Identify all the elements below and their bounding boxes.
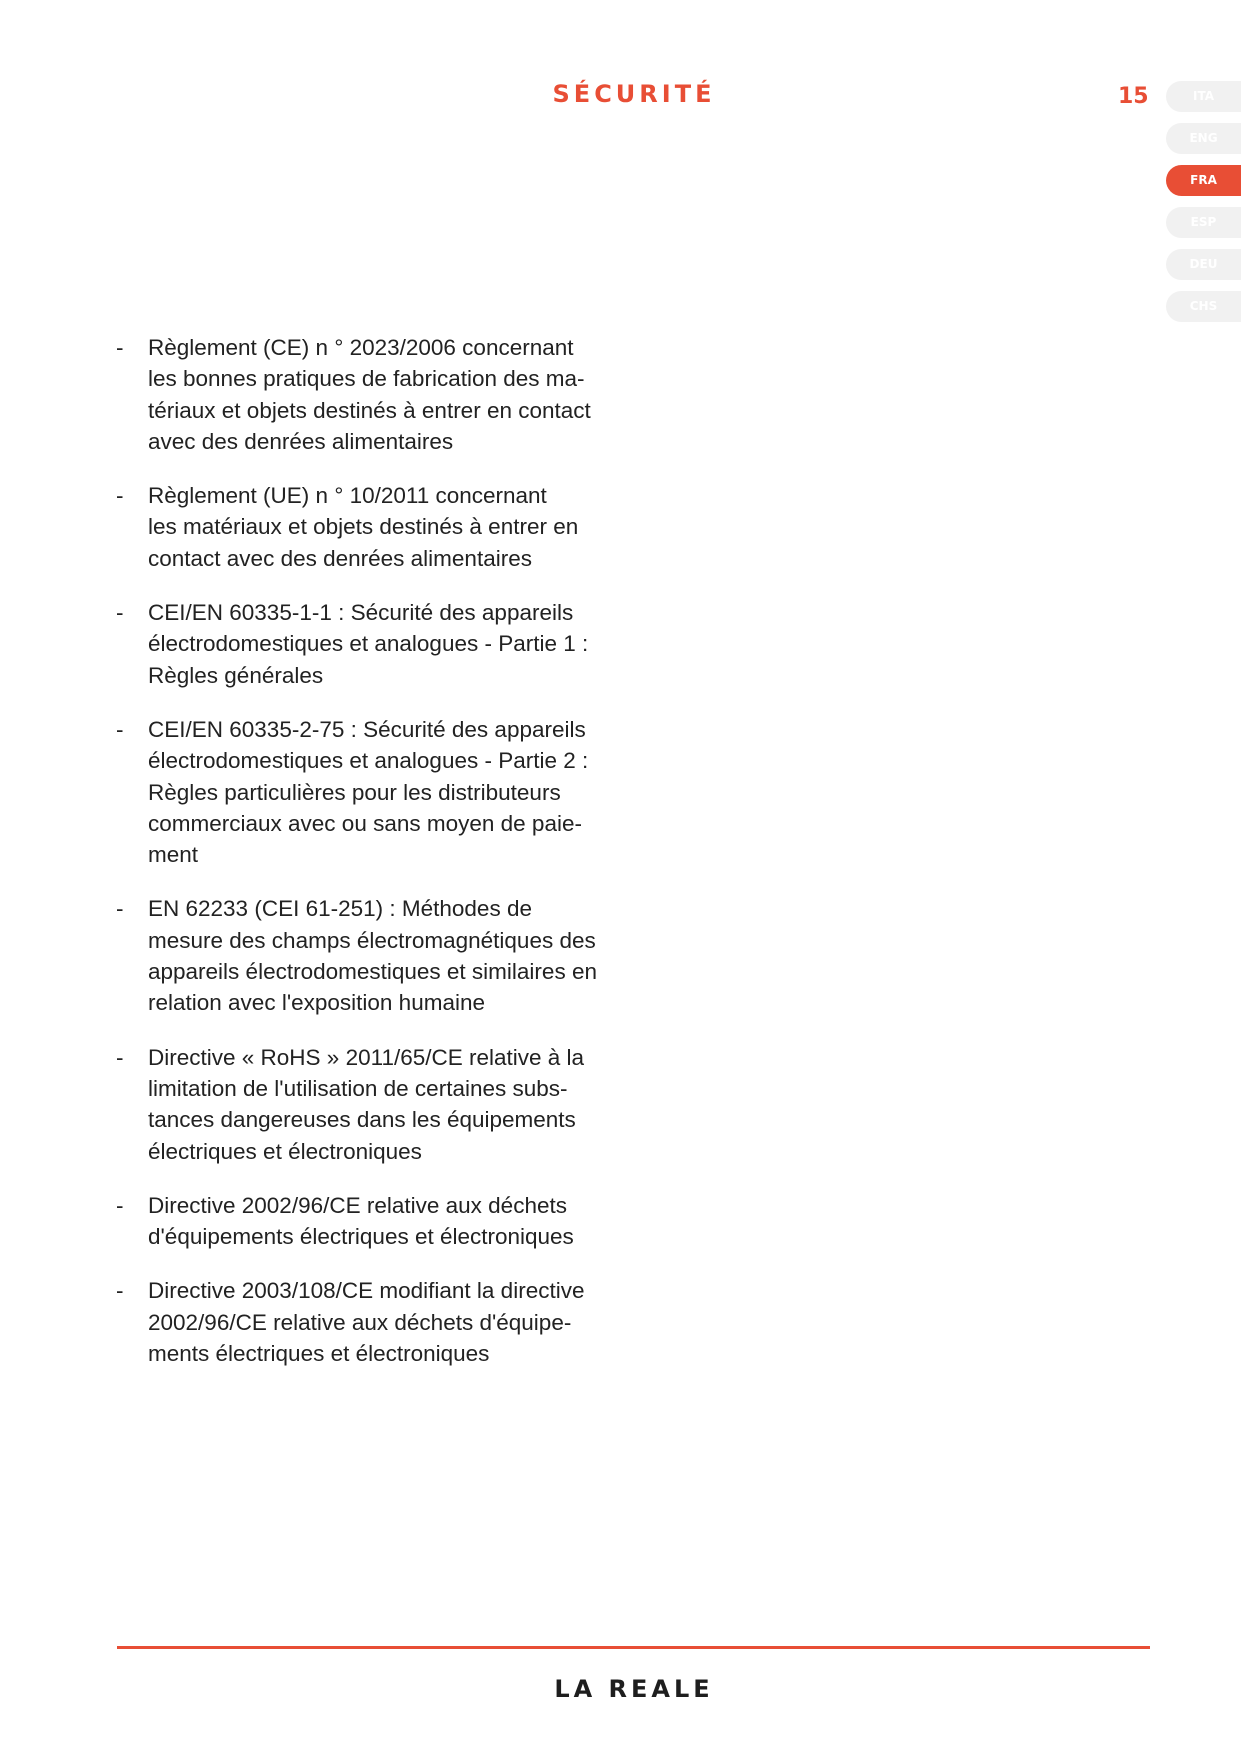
list-item-text: Règlement (UE) n ° 10/2011 concernant les matériaux et objets destinés à entrer en contact avec des denrées alimentaires	[148, 483, 579, 571]
list-item	[116, 480, 636, 574]
list-item	[116, 1042, 636, 1167]
list-item-text: Règlement (CE) n ° 2023/2006 concernant les bonnes pratiques de fabrication des ma- tériaux et objets destinés à entrer en contact avec des denrées alimentaires	[148, 335, 591, 454]
list-item-text: CEI/EN 60335-1-1 : Sécurité des appareils électrodomestiques et analogues - Partie 1 : Règles générales	[148, 600, 589, 688]
bullet-dash: -	[116, 716, 124, 742]
list-item-text: CEI/EN 60335-2-75 : Sécurité des appareils électrodomestiques et analogues - Partie 2 : Règles particulières pour les distributeurs commerciaux avec ou sans moyen de paie- ment	[148, 716, 589, 868]
list-item	[116, 1275, 636, 1369]
list-item-text: Directive 2002/96/CE relative aux déchets d'équipements électriques et électroniques	[148, 1192, 574, 1250]
lang-tab-fra[interactable]: FRA	[1166, 165, 1241, 196]
lang-tab-eng[interactable]: ENG	[1166, 123, 1241, 154]
lang-tab-ita[interactable]: ITA	[1166, 81, 1241, 112]
lang-tab-deu[interactable]: DEU	[1166, 249, 1241, 280]
list-item	[116, 893, 636, 1018]
bullet-dash: -	[116, 483, 124, 509]
norms-list	[116, 332, 636, 1392]
list-item-text: EN 62233 (CEI 61-251) : Méthodes de mesure des champs électromagnétiques des appareils électrodomestiques et similaires en relation avec l'exposition humaine	[148, 896, 597, 1016]
list-item	[116, 714, 636, 870]
lang-tab-chs[interactable]: CHS	[1166, 291, 1241, 322]
list-item	[116, 1190, 636, 1253]
bullet-dash: -	[116, 600, 124, 626]
bullet-dash: -	[116, 1044, 124, 1070]
bullet-dash: -	[116, 1278, 124, 1304]
list-item-text: Directive 2003/108/CE modifiant la directive 2002/96/CE relative aux déchets d'équipe- ments électriques et électroniques	[148, 1278, 585, 1367]
bullet-dash: -	[116, 1192, 124, 1218]
list-item-text: Directive « RoHS » 2011/65/CE relative à la limitation de l'utilisation de certaines subs- tances dangereuses dans les équipements électriques et électroniques	[148, 1044, 585, 1164]
lang-tab-esp[interactable]: ESP	[1166, 207, 1241, 238]
section-title: SÉCURITÉ	[552, 80, 716, 108]
footer-brand: LA REALE	[554, 1675, 714, 1703]
list-item	[116, 332, 636, 457]
page-number: 15	[1118, 84, 1149, 109]
bullet-dash: -	[116, 335, 124, 360]
bullet-dash: -	[116, 896, 124, 922]
footer-divider	[117, 1646, 1150, 1649]
language-tabs	[1166, 81, 1241, 333]
list-item	[116, 597, 636, 691]
